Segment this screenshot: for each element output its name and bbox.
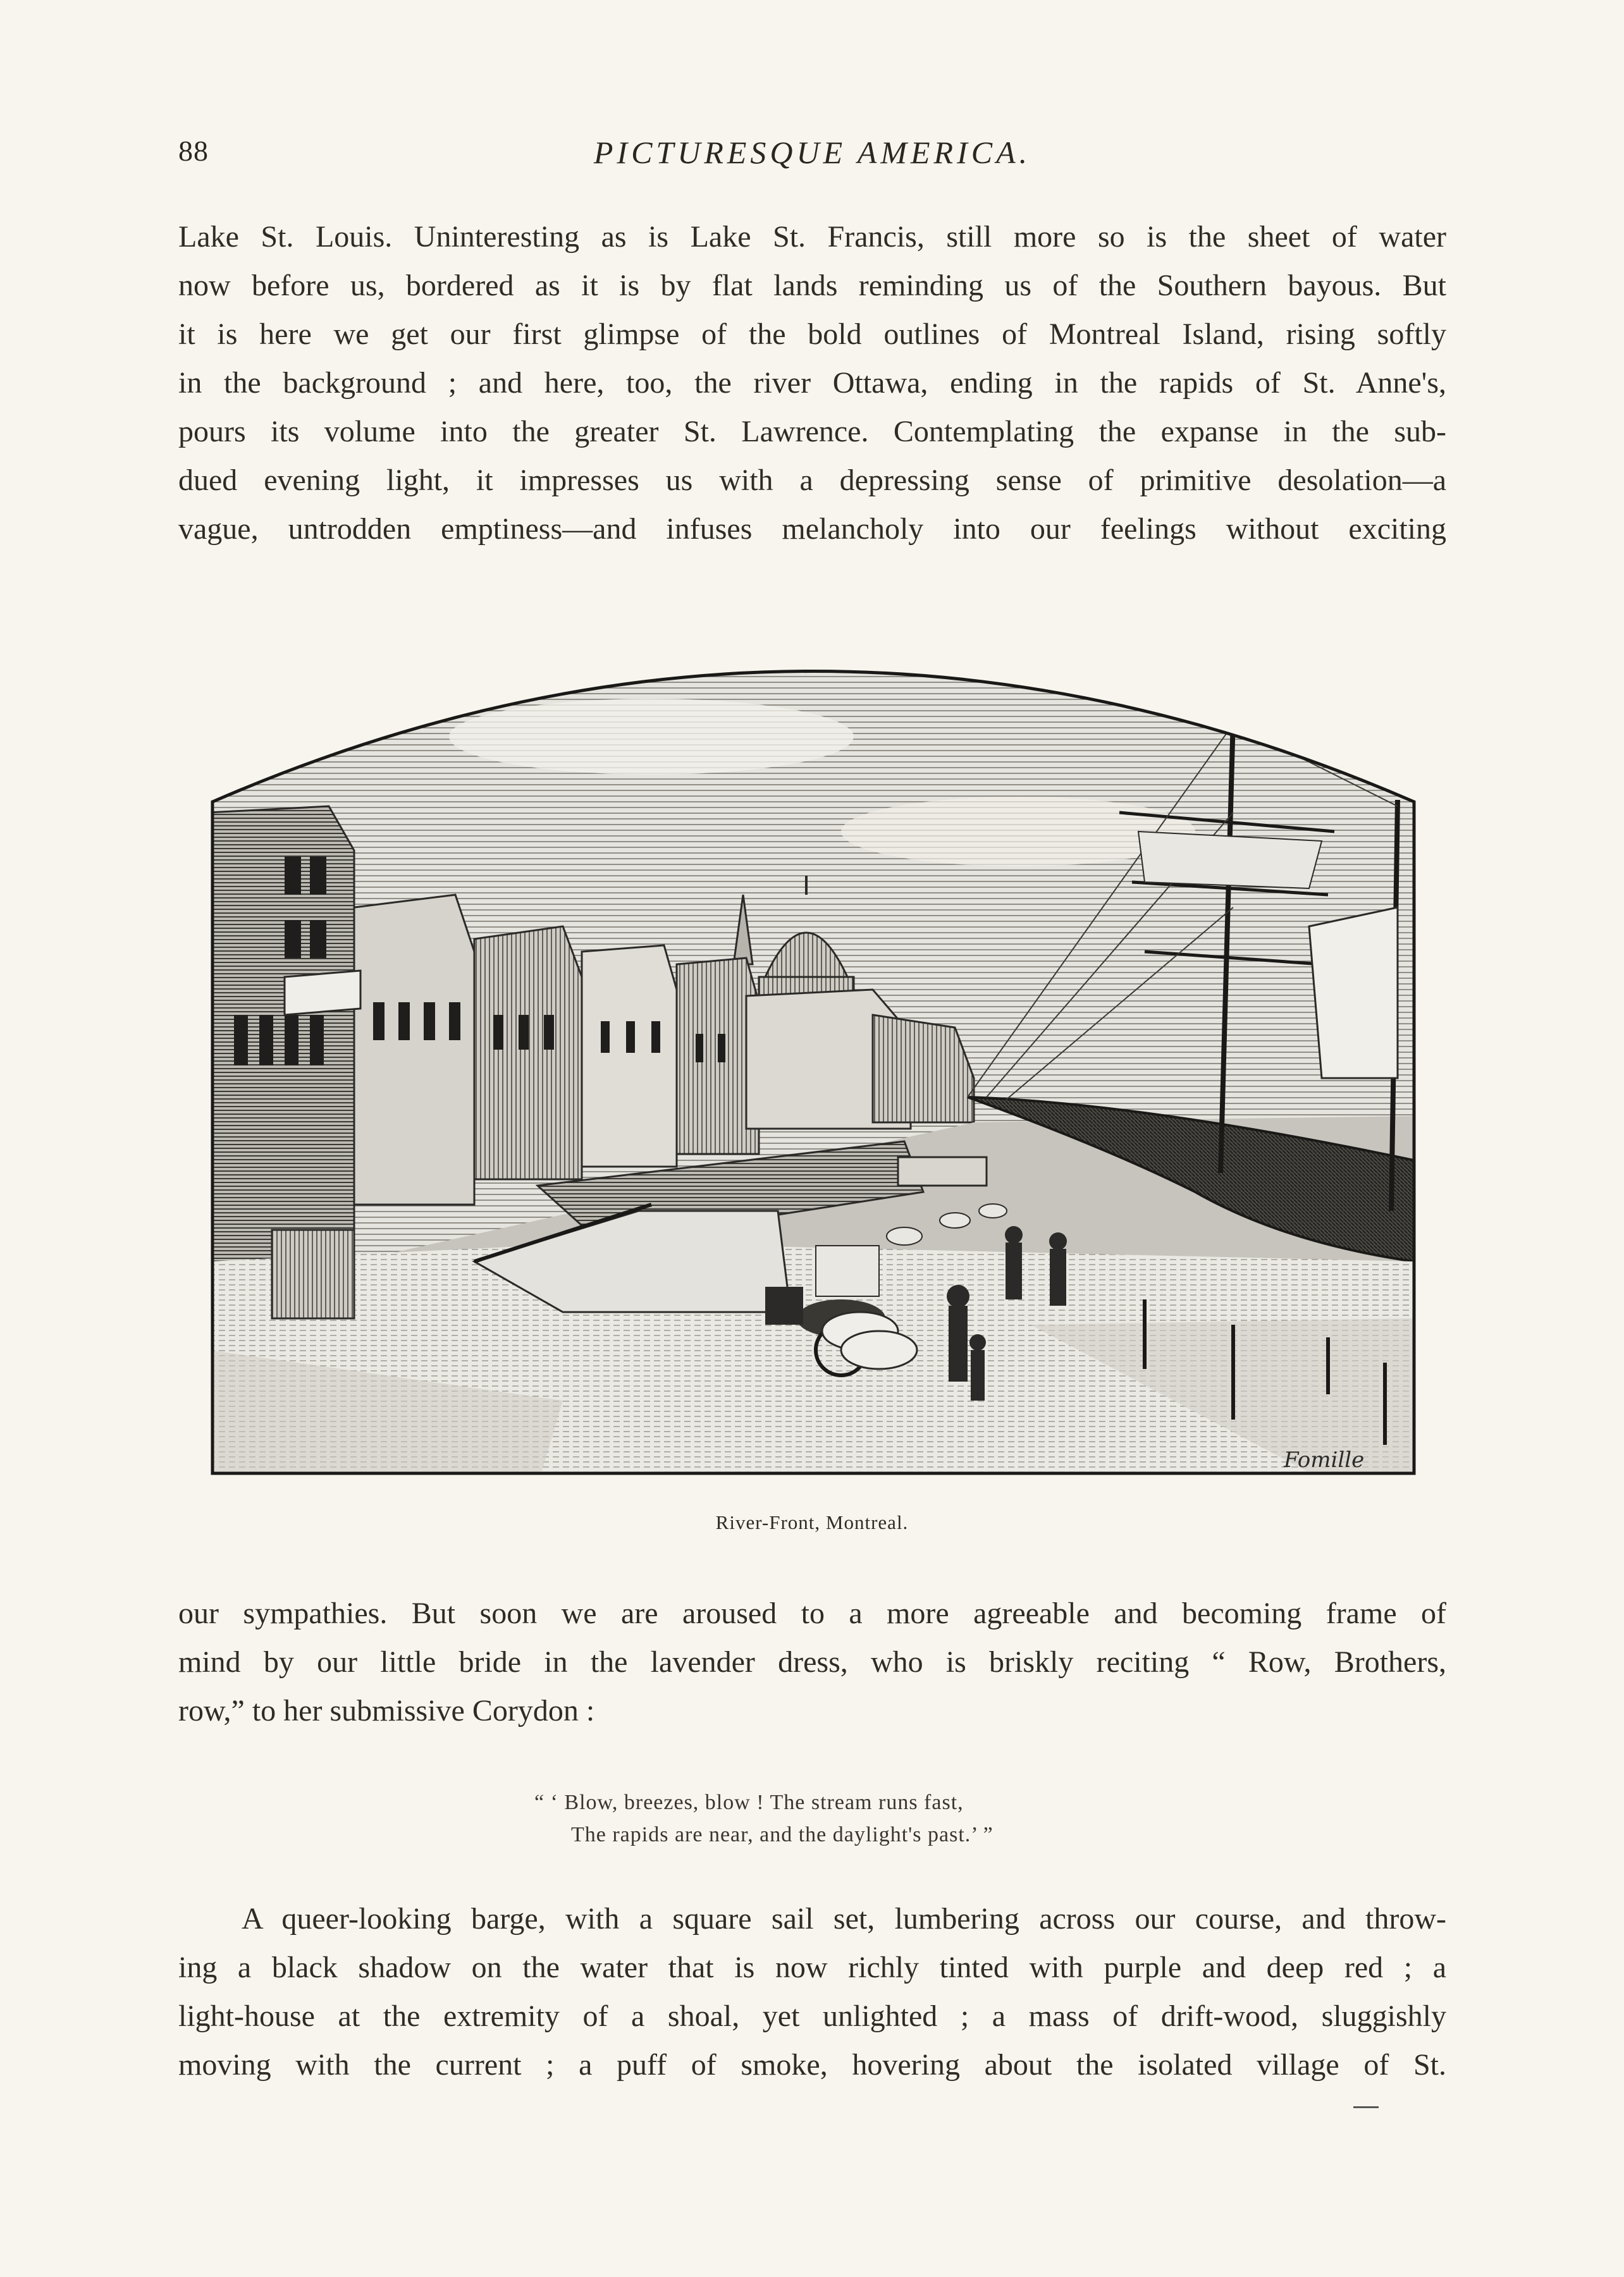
paragraph-bottom <box>178 1894 1446 2089</box>
wooden-shed <box>272 1230 354 1318</box>
paragraph-top <box>178 212 1446 553</box>
page-number: 88 <box>178 135 209 167</box>
text-line: A queer-looking barge, with a square sail set, lumbering across our course, and throw- <box>242 1902 1446 1936</box>
page-mark <box>1353 2106 1379 2108</box>
running-title: PICTURESQUE AMERICA. <box>593 135 1031 170</box>
verse-quote <box>534 1786 1167 1851</box>
verse-line: “ ‘ Blow, breezes, blow ! The stream runs fast, <box>534 1791 964 1814</box>
text-line: Lake St. Louis. Uninteresting as is Lake St. Francis, still more so is the sheet of water <box>178 220 1446 254</box>
text-line: row,” to her submissive Corydon : <box>178 1694 595 1728</box>
text-line: in the background ; and here, too, the river Ottawa, ending in the rapids of St. Anne's, <box>178 366 1446 400</box>
text-line: light-house at the extremity of a shoal, yet unlighted ; a mass of drift-wood, sluggishly <box>178 1999 1446 2033</box>
page-header <box>178 134 1446 185</box>
text-line: ing a black shadow on the water that is now richly tinted with purple and deep red ; a <box>178 1951 1446 1984</box>
text-line: dued evening light, it impresses us with a depressing sense of primitive desolation—a <box>178 463 1446 497</box>
text-line: now before us, bordered as it is by flat lands reminding us of the Southern bayous. But <box>178 269 1446 302</box>
engraver-signature: Fomille <box>1284 1447 1365 1473</box>
engraving-svg <box>209 623 1418 1486</box>
text-line: vague, untrodden emptiness—and infuses melancholy into our feelings without exciting <box>178 512 1446 546</box>
figure-caption: River-Front, Montreal. <box>715 1511 909 1533</box>
paragraph-middle <box>178 1589 1446 1735</box>
text-line: pours its volume into the greater St. Lawrence. Contemplating the expanse in the sub- <box>178 415 1446 448</box>
text-line: mind by our little bride in the lavender dress, who is briskly reciting “ Row, Brothers, <box>178 1645 1446 1679</box>
verse-line: The rapids are near, and the daylight's past.’ ” <box>571 1823 993 1846</box>
freight-car <box>898 1157 987 1186</box>
text-line: it is here we get our first glimpse of the bold outlines of Montreal Island, rising softly <box>178 317 1446 351</box>
engraving-illustration <box>209 623 1418 1486</box>
text-line: our sympathies. But soon we are aroused to a more agreeable and becoming frame of <box>178 1597 1446 1630</box>
shop-awning <box>285 971 360 1015</box>
text-line: moving with the current ; a puff of smoke, hovering about the isolated village of St. <box>178 2048 1446 2082</box>
